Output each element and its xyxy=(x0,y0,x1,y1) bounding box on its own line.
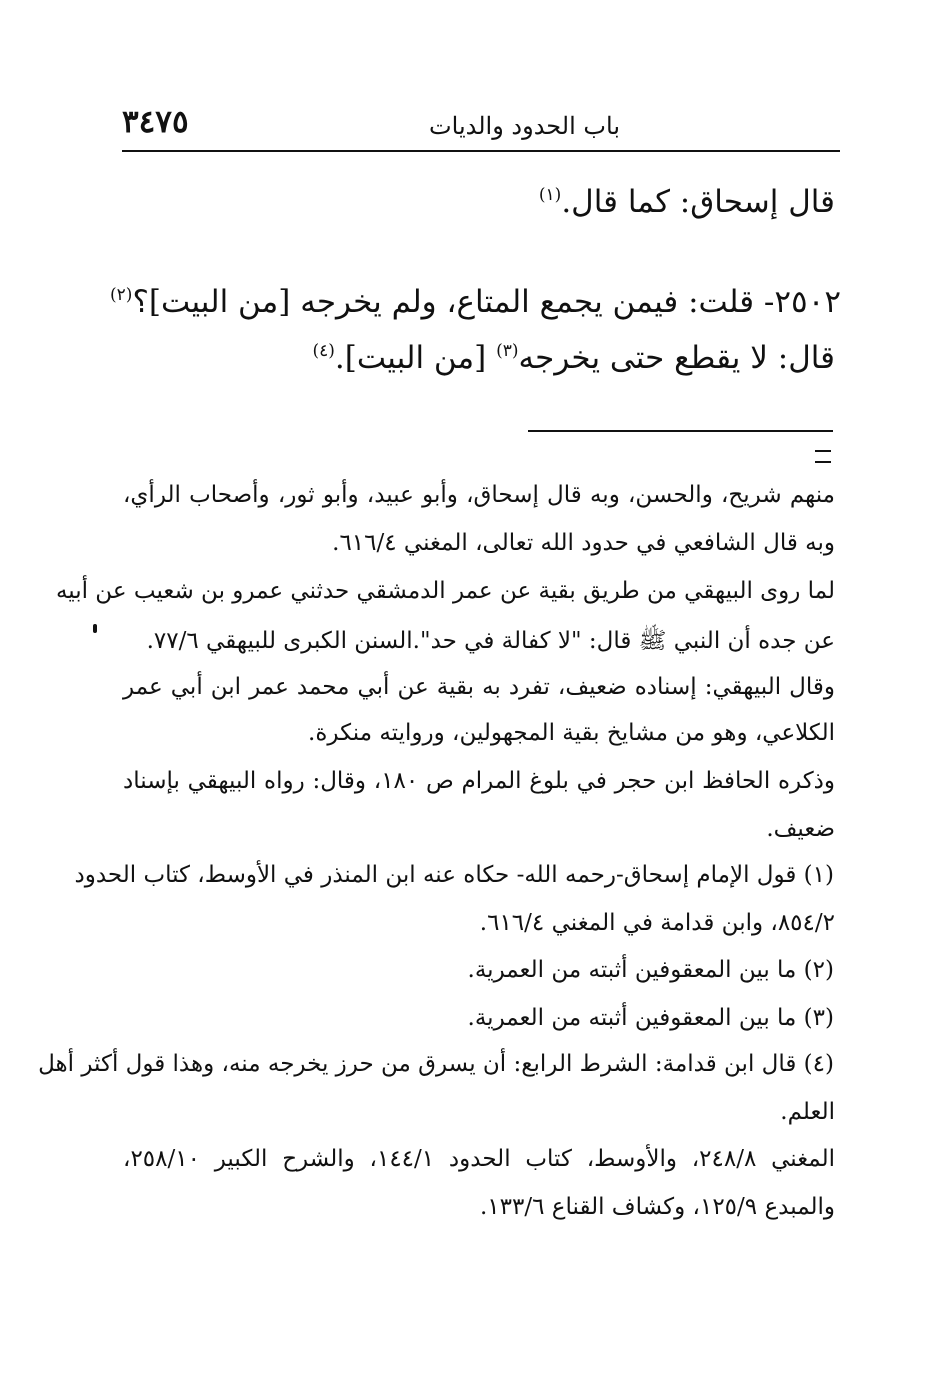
page-header xyxy=(122,98,840,152)
footnote-line: منهم شريح، والحسن، وبه قال إسحاق، وأبو عبيد، وأبو ثور، وأصحاب الرأي، xyxy=(123,482,835,508)
footnote-4-cont: والمبدع ١٢٥/٩، وكشاف القناع ١٣٣/٦. xyxy=(479,1194,835,1220)
body-line-2 xyxy=(110,284,841,320)
footnote-ref: (٤) xyxy=(312,341,335,362)
body-line-1 xyxy=(539,184,835,220)
footnote-ref: (٣) xyxy=(496,341,519,362)
body-line-3 xyxy=(312,340,835,376)
footnote-1-cont: ٨٥٤/٢، وابن قدامة في المغني ٦١٦/٤. xyxy=(479,910,835,936)
footnote-1: (١) قول الإمام إسحاق-رحمه الله- حكاه عنه ابن المنذر في الأوسط، كتاب الحدود xyxy=(74,862,834,888)
footnote-2: (٢) ما بين المعقوفين أثبته من العمرية. xyxy=(467,957,834,983)
footnote-line: ضعيف. xyxy=(766,816,835,842)
footnote-line: الكلاعي، وهو من مشايخ بقية المجهولين، وروايته منكرة. xyxy=(308,720,835,746)
footnote-line: وقال البيهقي: إسناده ضعيف، تفرد به بقية عن أبي محمد عمر ابن أبي عمر xyxy=(123,674,835,700)
page-number: ٣٤٧٥ xyxy=(122,104,189,140)
footnote-4-cont: المغني ٢٤٨/٨، والأوسط، كتاب الحدود ١٤٤/١، والشرح الكبير ٢٥٨/١٠، xyxy=(123,1146,835,1172)
footnote-line: وبه قال الشافعي في حدود الله تعالى، المغني ٦١٦/٤. xyxy=(332,530,835,556)
body-text: قال إسحاق: كما قال. xyxy=(561,184,835,220)
footnote-ref: (٢) xyxy=(109,285,133,306)
footnote-separator xyxy=(528,430,833,432)
footnote-line: لما روى البيهقي من طريق بقية عن عمر الدمشقي حدثني عمرو بن شعيب عن أبيه xyxy=(55,578,835,604)
continuation-mark xyxy=(815,450,831,463)
footnote-line: وذكره الحافظ ابن حجر في بلوغ المرام ص ١٨٠، وقال: رواه البيهقي بإسناد xyxy=(123,768,835,794)
margin-mark xyxy=(93,624,97,633)
body-text: [من البيت]. xyxy=(334,340,497,376)
body-text: ٢٥٠٢- قلت: فيمن يجمع المتاع، ولم يخرجه [من البيت]؟ xyxy=(132,284,841,320)
footnote-3: (٣) ما بين المعقوفين أثبته من العمرية. xyxy=(467,1005,834,1031)
footnote-4: (٤) قال ابن قدامة: الشرط الرابع: أن يسرق من حرز يخرجه منه، وهذا قول أكثر أهل xyxy=(38,1051,834,1077)
footnote-line: عن جده أن النبي ﷺ قال: "لا كفالة في حد".السنن الكبرى للبيهقي ٧٧/٦. xyxy=(146,628,835,654)
footnote-4-cont: العلم. xyxy=(780,1099,835,1125)
body-text: قال: لا يقطع حتى يخرجه xyxy=(518,340,835,376)
running-title: باب الحدود والديات xyxy=(429,112,620,140)
footnote-ref: (١) xyxy=(538,185,562,206)
